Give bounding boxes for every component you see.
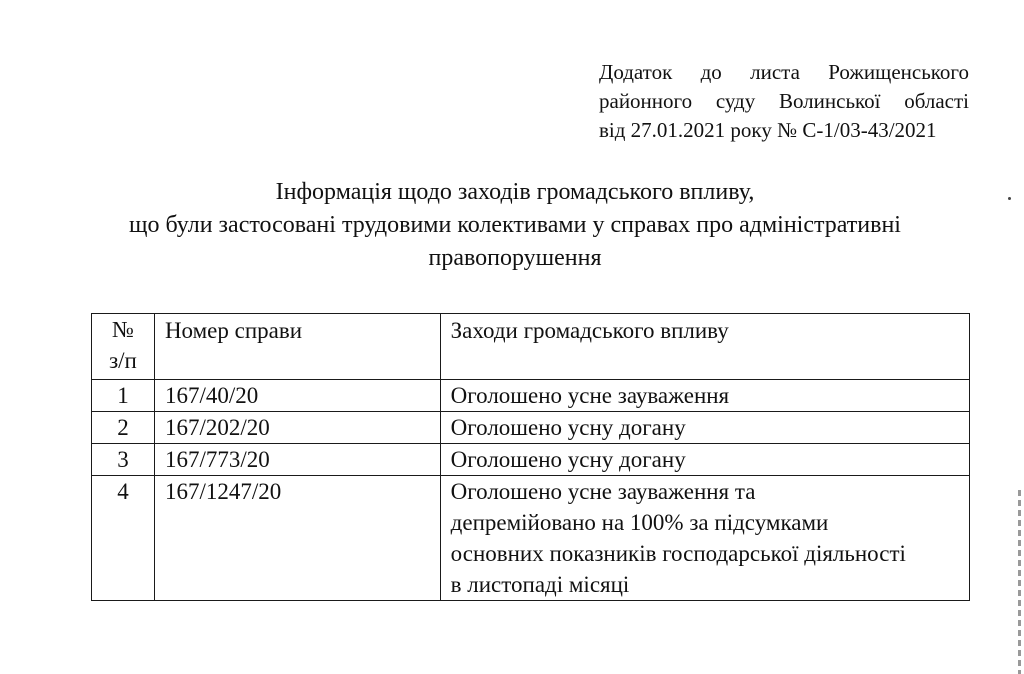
measures-table bbox=[91, 313, 970, 601]
row-measures-line: основних показників господарської діяльності bbox=[450, 541, 906, 566]
row-measures-line: Оголошено усну догану bbox=[450, 447, 686, 472]
row-measures bbox=[440, 380, 969, 412]
row-measures-line: в листопаді місяці bbox=[450, 572, 630, 597]
scan-edge-mark bbox=[1018, 490, 1021, 674]
header-case-number: Номер справи bbox=[154, 314, 440, 380]
attachment-line-3: від 27.01.2021 року № С-1/03-43/2021 bbox=[599, 118, 937, 142]
title-line-3: правопорушення bbox=[428, 245, 602, 271]
row-number: 4 bbox=[92, 476, 155, 601]
table-row bbox=[92, 380, 970, 412]
table-row bbox=[92, 412, 970, 444]
title-line-1: Інформація щодо заходів громадського впливу, bbox=[275, 179, 755, 205]
row-case-number: 167/40/20 bbox=[154, 380, 440, 412]
row-measures-line: Оголошено усне зауваження bbox=[450, 383, 730, 408]
header-number-cell bbox=[92, 314, 155, 380]
row-measures bbox=[440, 412, 969, 444]
row-measures-line: Оголошено усну догану bbox=[450, 415, 686, 440]
row-number: 1 bbox=[92, 380, 155, 412]
row-measures-line: Оголошено усне зауваження та bbox=[450, 479, 756, 504]
table-header-row bbox=[92, 314, 970, 380]
scan-speck bbox=[1008, 197, 1011, 200]
table-row bbox=[92, 444, 970, 476]
attachment-line-1: Додаток до листа Рожищенського bbox=[599, 60, 969, 84]
attachment-line-2: районного суду Волинської області bbox=[599, 89, 969, 113]
document-title bbox=[60, 176, 970, 275]
header-number-line-2: з/п bbox=[109, 348, 137, 373]
row-number: 2 bbox=[92, 412, 155, 444]
title-line-2: що були застосовані трудовими колективами у справах про адміністративні bbox=[129, 212, 901, 238]
row-case-number: 167/773/20 bbox=[154, 444, 440, 476]
header-number-line-1: № bbox=[111, 317, 134, 342]
row-measures bbox=[440, 476, 969, 601]
header-measures: Заходи громадського впливу bbox=[440, 314, 969, 380]
row-case-number: 167/1247/20 bbox=[154, 476, 440, 601]
row-case-number: 167/202/20 bbox=[154, 412, 440, 444]
row-measures-line: депремійовано на 100% за підсумками bbox=[450, 510, 829, 535]
row-number: 3 bbox=[92, 444, 155, 476]
attachment-note bbox=[599, 58, 969, 145]
row-measures bbox=[440, 444, 969, 476]
table-row bbox=[92, 476, 970, 601]
